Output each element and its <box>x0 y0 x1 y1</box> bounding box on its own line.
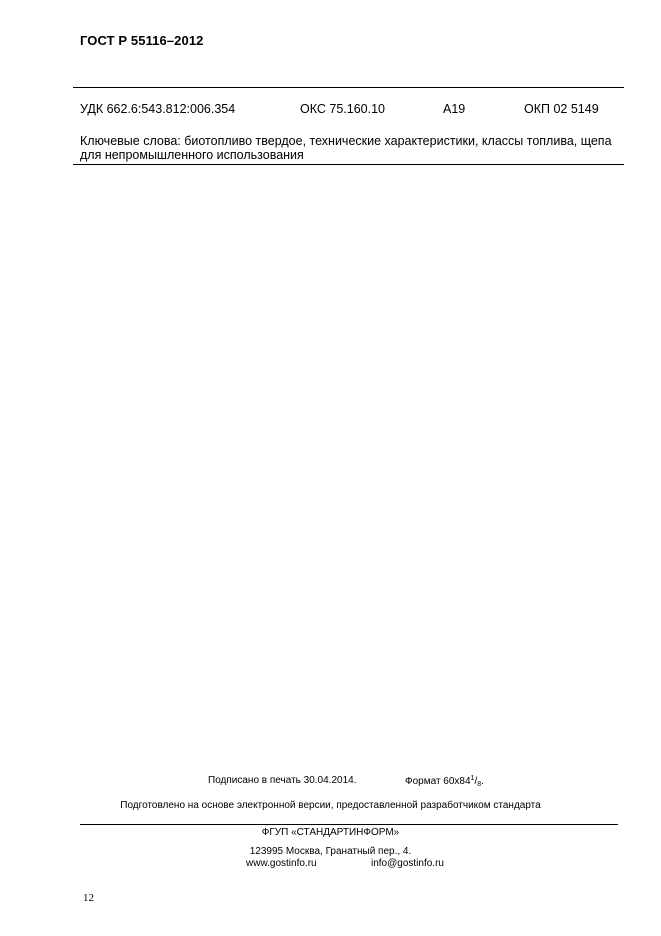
page-number: 12 <box>83 892 94 904</box>
oks-code: ОКС 75.160.10 <box>300 102 385 116</box>
category-code: А19 <box>443 102 466 116</box>
format-prefix: Формат 60х84 <box>405 776 471 787</box>
signed-for-print: Подписано в печать 30.04.2014. <box>208 775 357 786</box>
udk-code: УДК 662.6:543.812:006.354 <box>80 102 236 116</box>
publisher-website: www.gostinfo.ru <box>246 858 317 869</box>
format-denominator: 8 <box>477 781 482 788</box>
print-format: Формат $60х84^1/_8$. <box>405 775 484 788</box>
format-suffix: . <box>481 776 484 787</box>
keywords-divider <box>73 164 624 165</box>
standard-code-header: ГОСТ Р 55116–2012 <box>80 33 204 48</box>
imprint-divider <box>80 824 618 825</box>
okp-code: ОКП 02 5149 <box>524 102 599 116</box>
keywords-text: Ключевые слова: биотопливо твердое, технические характеристики, классы топлива, щепа для непромышленного использования <box>80 134 612 162</box>
prepared-note: Подготовлено на основе электронной версии, предоставленной разработчиком стандарта <box>120 800 541 811</box>
publisher-name: ФГУП «СТАНДАРТИНФОРМ» <box>261 827 400 838</box>
publisher-email: info@gostinfo.ru <box>371 858 444 869</box>
format-numerator: 1 <box>470 775 475 782</box>
publisher-address: 123995 Москва, Гранатный пер., 4. <box>249 846 412 857</box>
top-divider <box>73 87 624 88</box>
